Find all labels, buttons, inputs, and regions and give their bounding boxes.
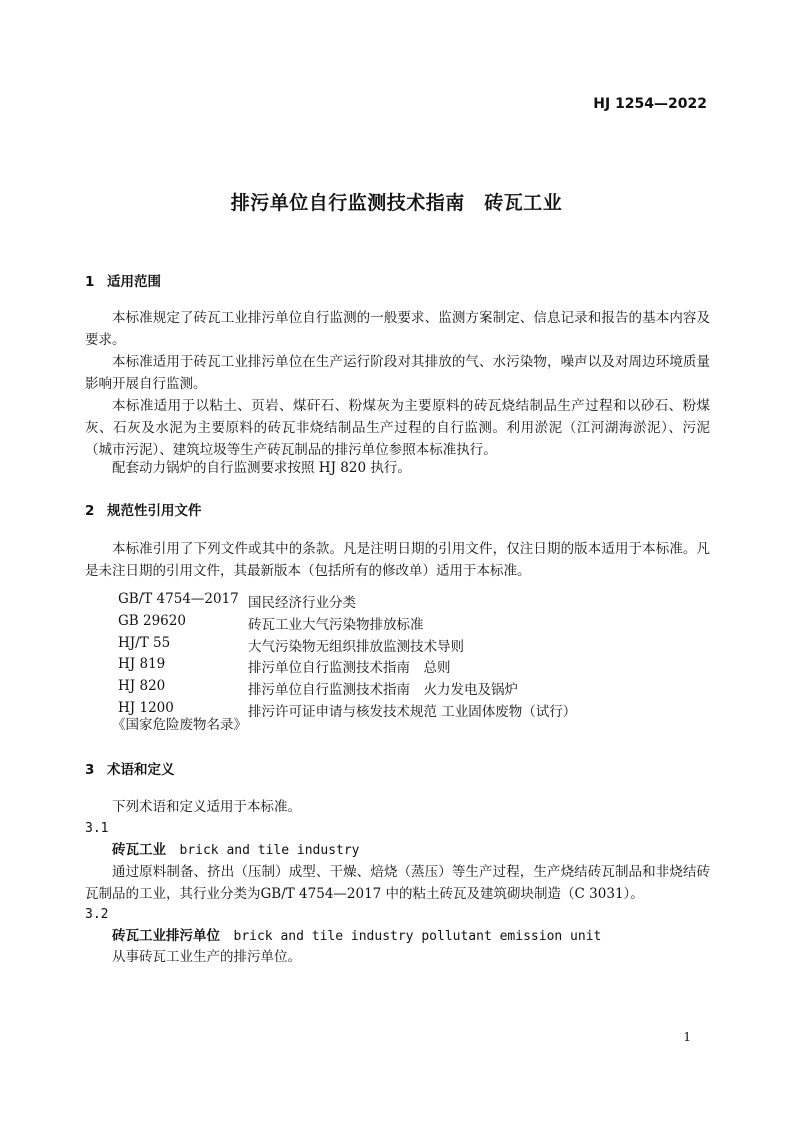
reference-extra: 《国家危险废物名录》 — [112, 717, 247, 733]
reference-name: 排污许可证申请与核发技术规范 工业固体废物（试行） — [248, 703, 577, 720]
paragraph: 本标准适用于以粘土、页岩、煤矸石、粉煤灰为主要原料的砖瓦烧结制品生产过程和以砂石、粉煤灰、石灰及水泥为主要原料的砖瓦非烧结制品生产过程的自行监测。利用淤泥（江河湖海淤泥）、污泥（城市污泥）、建筑垃圾等生产砖瓦制品的排污单位参照本标准执行。 — [85, 398, 710, 458]
term-heading — [112, 925, 601, 948]
term-number: 3.1 — [85, 821, 109, 836]
section-heading-3 — [85, 758, 175, 778]
term-definition: 通过原料制备、挤出（压制）成型、干燥、焙烧（蒸压）等生产过程，生产烧结砖瓦制品和非烧结砖瓦制品的工业，其行业分类为GB/T 4754—2017 中的粘土砖瓦及建筑砌块制造（C 3031）。 — [85, 864, 710, 902]
term-cn: 砖瓦工业排污单位 — [112, 928, 220, 944]
reference-code: HJ 819 — [118, 656, 166, 673]
term-definition: 从事砖瓦工业生产的排污单位。 — [112, 949, 301, 965]
term-en: brick and tile industry pollutant emission unit — [233, 929, 602, 944]
standard-id: HJ 1254—2022 — [593, 96, 707, 112]
paragraph: 配套动力锅炉的自行监测要求按照 HJ 820 执行。 — [112, 460, 411, 476]
reference-name: 排污单位自行监测技术指南 总则 — [248, 660, 451, 677]
section-number: 2 — [85, 503, 95, 519]
reference-row — [118, 635, 576, 657]
reference-name: 大气污染物无组织排放监测技术导则 — [248, 638, 464, 655]
reference-list — [118, 591, 576, 722]
paragraph: 本标准规定了砖瓦工业排污单位自行监测的一般要求、监测方案制定、信息记录和报告的基本内容及要求。 — [85, 310, 710, 348]
page-number: 1 — [683, 1030, 691, 1044]
section-number: 1 — [85, 274, 95, 290]
reference-code: GB/T 4754—2017 — [118, 591, 239, 607]
reference-code: GB 29620 — [118, 612, 186, 629]
reference-code: HJ 820 — [118, 678, 166, 695]
section-title: 适用范围 — [107, 274, 161, 290]
paragraph: 下列术语和定义适用于本标准。 — [112, 799, 301, 815]
page-title: 排污单位自行监测技术指南 砖瓦工业 — [230, 192, 563, 214]
reference-row — [118, 613, 576, 635]
term-number: 3.2 — [85, 907, 109, 922]
term-en: brick and tile industry — [179, 843, 360, 858]
section-number: 3 — [85, 762, 95, 778]
reference-name: 国民经济行业分类 — [248, 595, 356, 611]
section-title: 术语和定义 — [107, 762, 175, 778]
reference-name: 排污单位自行监测技术指南 火力发电及锅炉 — [248, 682, 518, 699]
section-title: 规范性引用文件 — [107, 503, 202, 519]
reference-code: HJ/T 55 — [118, 634, 171, 651]
term-heading — [112, 839, 360, 862]
reference-name: 砖瓦工业大气污染物排放标准 — [248, 616, 424, 633]
reference-row — [118, 678, 576, 700]
paragraph: 本标准适用于砖瓦工业排污单位在生产运行阶段对其排放的气、水污染物，噪声以及对周边环境质量影响开展自行监测。 — [85, 354, 710, 392]
reference-code: HJ 1200 — [118, 699, 174, 716]
term-cn: 砖瓦工业 — [112, 842, 166, 858]
section-heading-2 — [85, 499, 202, 519]
reference-row — [118, 656, 576, 678]
paragraph: 本标准引用了下列文件或其中的条款。凡是注明日期的引用文件，仅注日期的版本适用于本标准。凡是未注日期的引用文件，其最新版本（包括所有的修改单）适用于本标准。 — [85, 541, 710, 579]
reference-row — [118, 591, 576, 613]
section-heading-1 — [85, 270, 161, 290]
